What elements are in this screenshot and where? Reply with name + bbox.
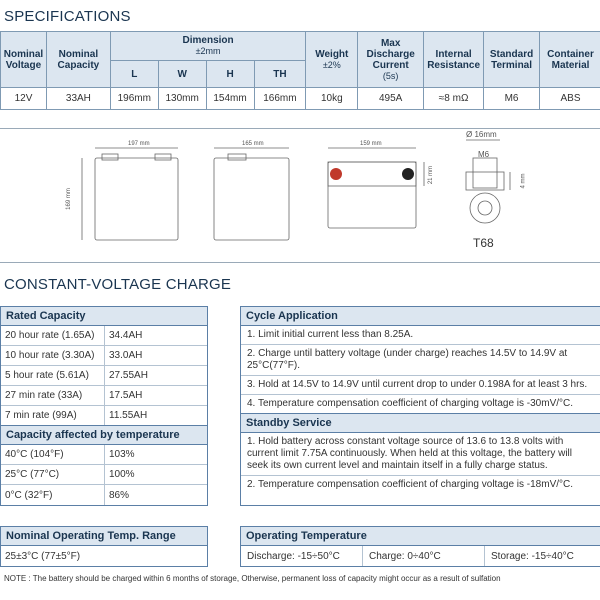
cell-capacity: 33AH <box>46 88 110 110</box>
cell-weight: 10kg <box>306 88 358 110</box>
side-width-label: 165 mm <box>242 141 264 147</box>
top-offset-label: 21 mm <box>428 165 435 185</box>
cell-l: 196mm <box>110 88 158 110</box>
standby-title: Standby Service <box>241 414 600 433</box>
op-range-value: 25±3°C (77±5°F) <box>5 550 81 562</box>
specifications-table <box>0 31 600 110</box>
list-item: 2. Temperature compensation coefficient of charging voltage is -18mV/°C. <box>247 479 574 490</box>
cell-material: ABS <box>540 88 600 110</box>
op-temp-charge: Charge: 0÷40°C <box>363 546 485 566</box>
terminal-type-label: T68 <box>473 236 494 250</box>
list-item: 25°C (77°C) 100% <box>1 465 207 485</box>
list-item: 40°C (104°F) 103% <box>1 445 207 465</box>
rated-capacity-box <box>0 306 208 506</box>
list-item: 20 hour rate (1.65A) 34.4AH <box>1 326 207 346</box>
negative-terminal-icon <box>402 168 414 180</box>
op-temp-discharge: Discharge: -15÷50°C <box>241 546 363 566</box>
list-item: 4. Temperature compensation coefficient of charging voltage is -30mV/°C. <box>241 395 600 414</box>
list-item: 0°C (32°F) 86% <box>1 485 207 505</box>
op-temp-storage: Storage: -15÷40°C <box>491 550 574 562</box>
cycle-standby-box <box>240 306 600 506</box>
header-dimension: Dimension ±2mm <box>110 32 306 61</box>
top-width-label: 159 mm <box>360 141 382 147</box>
header-dim-l: L <box>110 61 158 88</box>
divider <box>0 262 600 263</box>
battery-drawings <box>0 128 600 258</box>
op-temp-box <box>240 526 600 567</box>
list-item: 7 min rate (99A) 11.55AH <box>1 406 207 426</box>
cell-h: 154mm <box>206 88 254 110</box>
header-nominal-capacity: Nominal Capacity <box>46 32 110 88</box>
cell-max-current: 495A <box>358 88 424 110</box>
list-item: 10 hour rate (3.30A) 33.0AH <box>1 346 207 366</box>
cell-voltage: 12V <box>1 88 47 110</box>
cell-th: 166mm <box>254 88 306 110</box>
list-item: 27 min rate (33A) 17.5AH <box>1 386 207 406</box>
list-item: 1. Limit initial current less than 8.25A. <box>241 326 600 345</box>
rated-capacity-title: Rated Capacity <box>1 307 207 326</box>
op-temp-title: Operating Temperature <box>241 527 600 546</box>
list-item: 2. Charge until battery voltage (under charge) reaches 14.5V to 14.9V at 25°C(77°F). <box>241 345 600 376</box>
cell-terminal: M6 <box>484 88 540 110</box>
terminal-thread-label: M6 <box>478 150 490 159</box>
op-range-box <box>0 526 208 567</box>
header-max-discharge: Max Discharge Current (5s) <box>358 32 424 88</box>
terminal-dia-label: Ø 16mm <box>466 130 497 139</box>
cycle-title: Cycle Application <box>241 307 600 326</box>
list-item: 5 hour rate (5.61A) 27.55AH <box>1 366 207 386</box>
front-height-label: 169 mm <box>65 188 72 210</box>
header-internal-resistance: Internal Resistance <box>424 32 484 88</box>
list-item: 3. Hold at 14.5V to 14.9V until current drop to under 0.198A for at least 3 hrs. <box>241 376 600 395</box>
positive-terminal-icon <box>330 168 342 180</box>
specifications-heading: SPECIFICATIONS <box>4 8 131 25</box>
cell-resistance: ≈8 mΩ <box>424 88 484 110</box>
header-dim-w: W <box>158 61 206 88</box>
storage-note: NOTE : The battery should be charged within 6 months of storage, Otherwise, permanent loss of capacity might occur as a result of sulfation <box>4 574 501 583</box>
temp-capacity-title: Capacity affected by temperature <box>1 426 207 445</box>
header-standard-terminal: Standard Terminal <box>484 32 540 88</box>
charge-heading: CONSTANT-VOLTAGE CHARGE <box>4 276 232 293</box>
header-dim-h: H <box>206 61 254 88</box>
header-dim-th: TH <box>254 61 306 88</box>
header-weight: Weight ±2% <box>306 32 358 88</box>
op-range-title: Nominal Operating Temp. Range <box>1 527 207 546</box>
table-row <box>1 88 600 110</box>
header-nominal-voltage: Nominal Voltage <box>1 32 47 88</box>
front-width-label: 197 mm <box>128 141 150 147</box>
terminal-height-label: 4 mm <box>520 173 527 189</box>
header-container-material: Container Material <box>540 32 600 88</box>
cell-w: 130mm <box>158 88 206 110</box>
list-item: 1. Hold battery across constant voltage source of 13.6 to 13.8 volts with current limit 7.75A continuously. When held at this voltage, the battery will seek its own current level and maintain itself in a fully charge status. <box>241 433 600 476</box>
